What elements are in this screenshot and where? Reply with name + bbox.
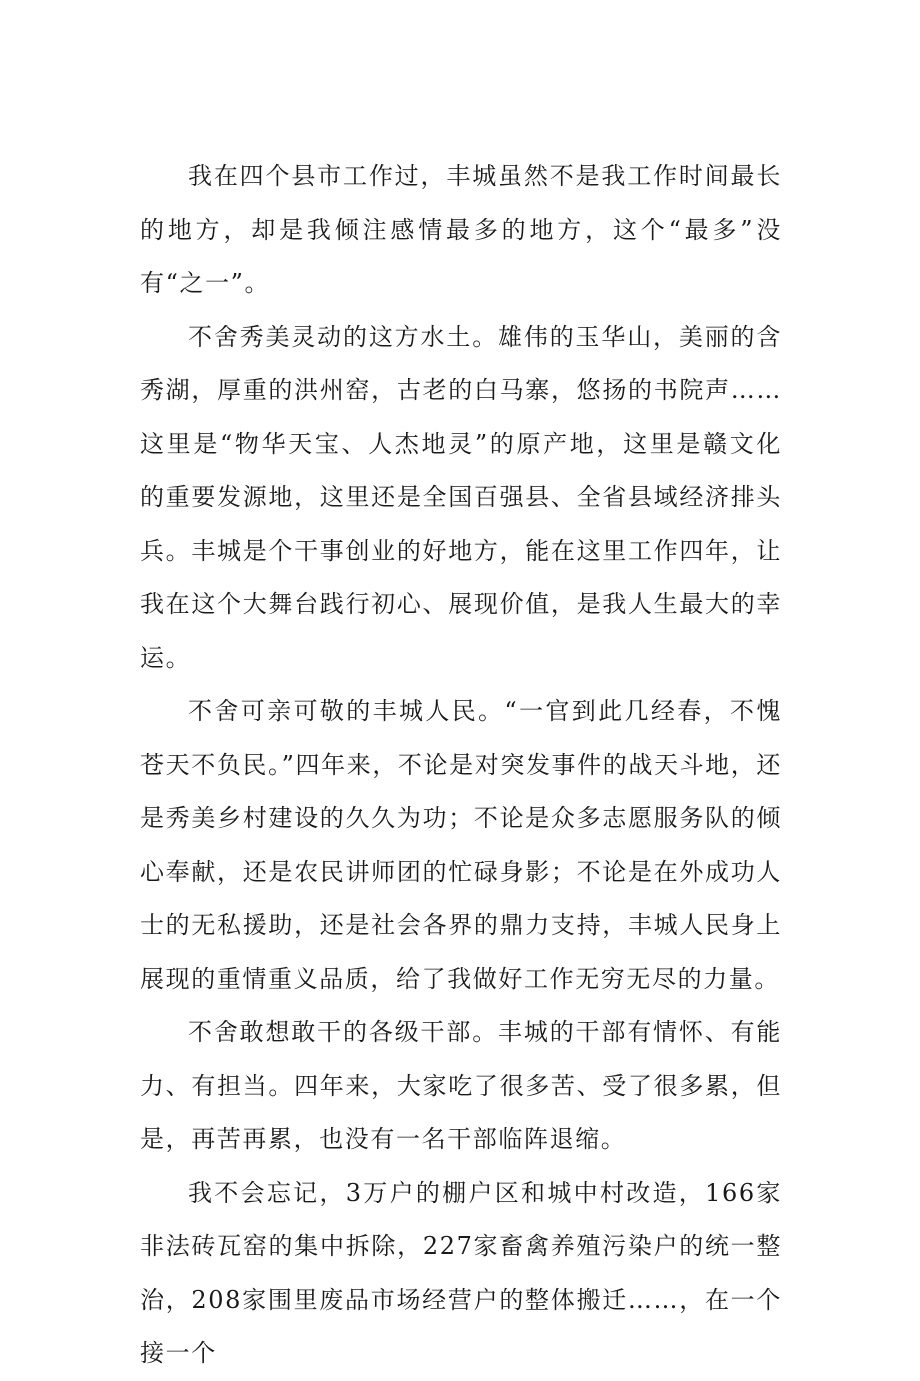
- paragraph-2: 不舍秀美灵动的这方水土。雄伟的玉华山，美丽的含秀湖，厚重的洪州窑，古老的白马寨，悠扬的书院声……这里是“物华天宝、人杰地灵”的原产地，这里是赣文化的重要发源地，这里还是全国百强县、全省县域经济排头兵。丰城是个干事创业的好地方，能在这里工作四年，让我在这个大舞台践行初心、展现价值，是我人生最大的幸运。: [140, 322, 782, 672]
- document-body: [140, 150, 782, 1381]
- paragraph-4: 不舍敢想敢干的各级干部。丰城的干部有情怀、有能力、有担当。四年来，大家吃了很多苦、受了很多累，但是，再苦再累，也没有一名干部临阵退缩。: [140, 1018, 782, 1153]
- paragraph-5: 我不会忘记，3万户的棚户区和城中村改造，166家非法砖瓦窑的集中拆除，227家畜禽养殖污染户的统一整治，208家围里废品市场经营户的整体搬迁……，在一个接一个: [140, 1178, 782, 1367]
- paragraph-1: 我在四个县市工作过，丰城虽然不是我工作时间最长的地方，却是我倾注感情最多的地方，这个“最多”没有“之一”。: [140, 162, 782, 297]
- paragraph-3: 不舍可亲可敬的丰城人民。“一官到此几经春，不愧苍天不负民。”四年来，不论是对突发事件的战天斗地，还是秀美乡村建设的久久为功；不论是众多志愿服务队的倾心奉献，还是农民讲师团的忙碌身影；不论是在外成功人士的无私援助，还是社会各界的鼎力支持，丰城人民身上展现的重情重义品质，给了我做好工作无穷无尽的力量。: [140, 697, 782, 993]
